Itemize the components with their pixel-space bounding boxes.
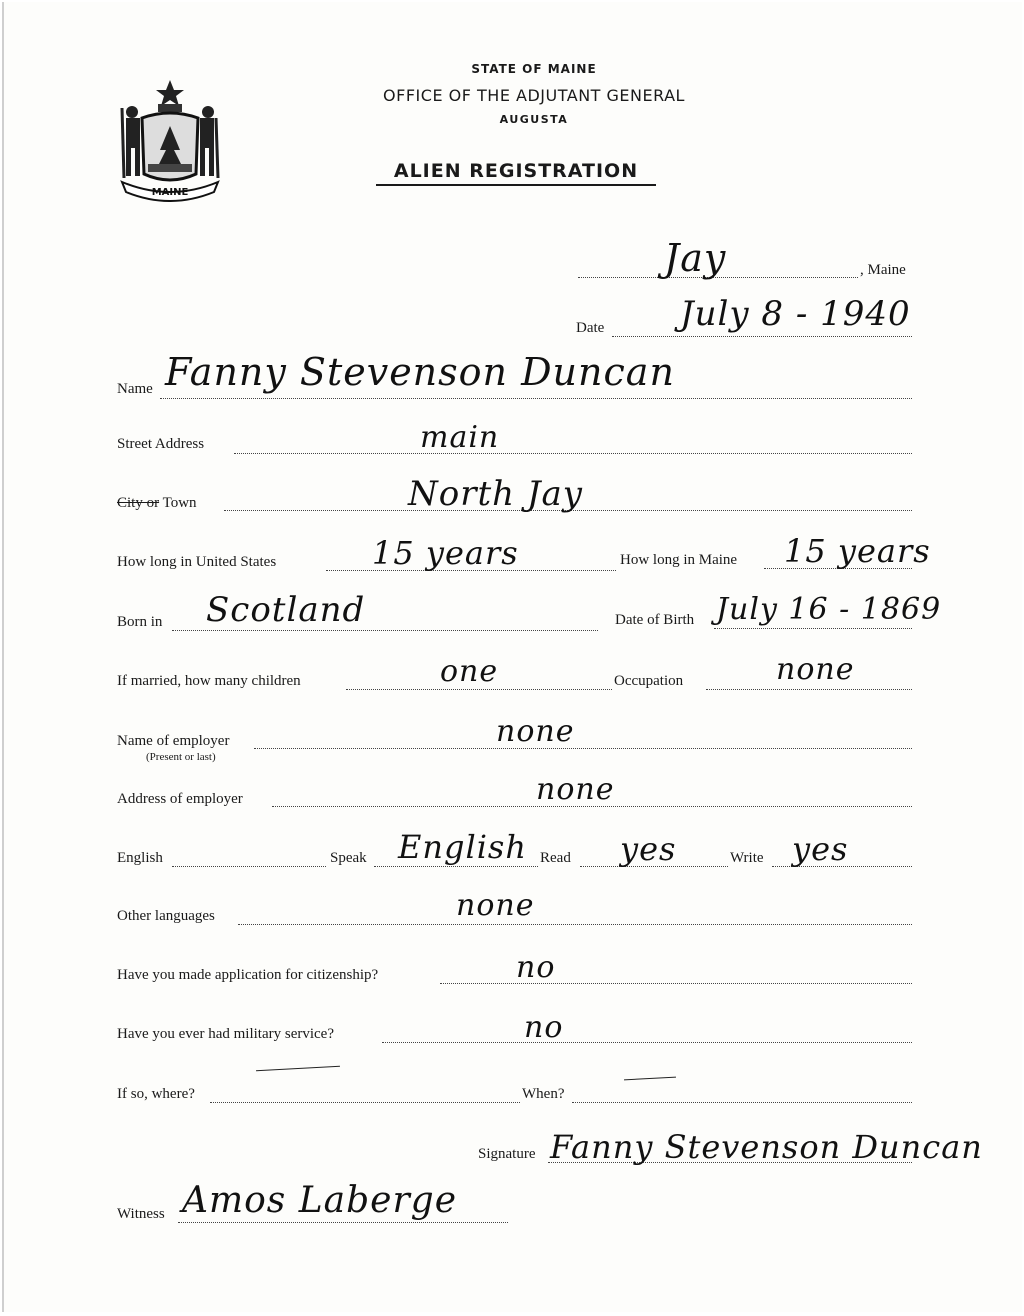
english-line [172,866,326,867]
employer-value: none [496,714,575,749]
citizenship-label: Have you made application for citizenship? [117,967,379,983]
employer-address-label: Address of employer [117,791,243,807]
street-line [234,453,912,454]
employer-line [254,748,912,749]
other-languages-line [238,924,912,925]
born-in-value: Scotland [206,590,366,630]
read-label: Read [540,850,571,866]
children-value: one [440,654,499,689]
born-in-label: Born in [117,614,163,630]
signature-value: Fanny Stevenson Duncan [550,1128,983,1166]
city-heading: AUGUSTA [499,113,569,126]
street-value: main [420,420,500,455]
date-of-birth-line [714,628,912,629]
speak-value: English [398,828,527,866]
employer-address-value: none [536,772,615,807]
date-label: Date [576,320,605,336]
children-label: If married, how many children [117,673,301,689]
where-label: If so, where? [117,1086,195,1102]
occupation-line [706,689,912,690]
how-long-us-value: 15 years [372,534,519,572]
speak-label: Speak [330,850,367,866]
when-label: When? [522,1086,565,1102]
occupation-label: Occupation [614,673,684,689]
citizenship-line [440,983,912,984]
read-value: yes [620,830,677,868]
when-line [572,1102,912,1103]
citizenship-value: no [516,950,556,985]
occupation-value: none [776,652,855,687]
state-heading: STATE OF MAINE [471,62,597,76]
date-of-birth-label: Date of Birth [615,612,695,628]
born-in-line [172,630,598,631]
town-value: Jay [664,236,727,280]
military-label: Have you ever had military service? [117,1026,334,1042]
name-label: Name [117,381,153,397]
witness-label: Witness [117,1206,165,1222]
write-value: yes [792,830,849,868]
signature-label: Signature [478,1146,536,1162]
date-of-birth-value: July 16 - 1869 [716,592,942,627]
other-languages-value: none [456,888,535,923]
name-value: Fanny Stevenson Duncan [165,350,675,394]
city-town-label [117,495,197,512]
street-label: Street Address [117,436,205,452]
office-heading: OFFICE OF THE ADJUTANT GENERAL [383,86,685,105]
city-struck-label: City or [117,495,160,511]
military-line [382,1042,912,1043]
date-value: July 8 - 1940 [680,294,911,334]
where-line [210,1102,520,1103]
other-languages-label: Other languages [117,908,215,924]
witness-line [178,1222,508,1223]
town-label: Town [159,495,197,511]
how-long-maine-label: How long in Maine [620,552,738,568]
date-line [612,336,912,337]
form-title: ALIEN REGISTRATION [376,160,656,186]
speak-line [374,866,538,867]
how-long-maine-value: 15 years [784,532,931,570]
witness-value: Amos Laberge [182,1180,458,1221]
employer-label: Name of employer [117,733,230,749]
maine-label: , Maine [860,262,906,278]
svg-text:MAINE: MAINE [151,187,189,198]
how-long-us-label: How long in United States [117,554,277,570]
children-line [346,689,612,690]
write-label: Write [730,850,764,866]
employer-note: (Present or last) [146,751,216,763]
city-value: North Jay [408,474,583,514]
english-label: English [117,850,163,866]
name-line [160,398,912,399]
military-value: no [524,1010,564,1045]
